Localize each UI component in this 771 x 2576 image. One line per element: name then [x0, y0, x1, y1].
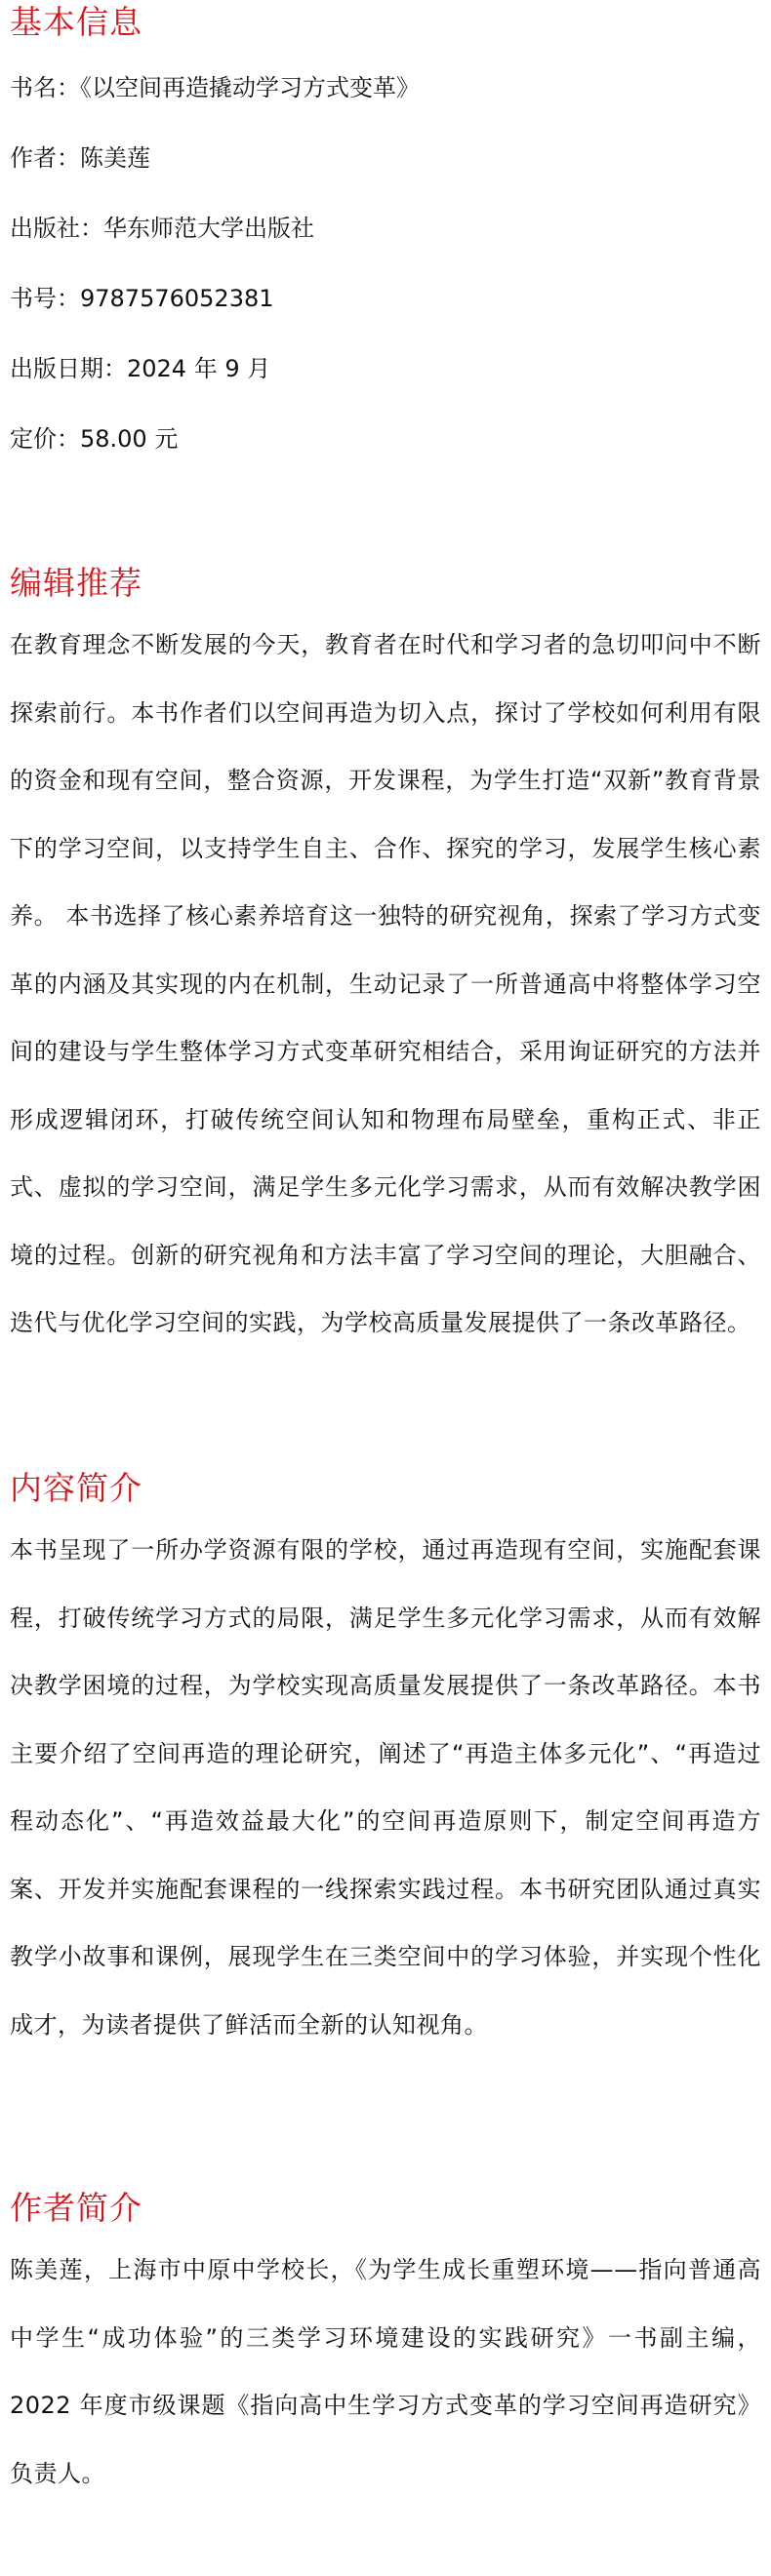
content-summary-section	[10, 1466, 761, 2059]
author-bio-section	[10, 2186, 761, 2508]
price-row: 定价：58.00 元	[10, 425, 179, 453]
publish-date-row: 出版日期：2024 年 9 月	[10, 355, 271, 382]
isbn-row: 书号：9787576052381	[10, 285, 274, 312]
basic-info-section	[10, 0, 761, 474]
editor-recommendation-text: 在教育理念不断发展的今天，教育者在时代和学习者的急切叩问中不断探索前行。本书作者们以空间再造为切入点，探讨了学校如何利用有限的资金和现有空间，整合资源，开发课程，为学生打造“双新”教育背景下的学习空间，以支持学生自主、合作、探究的学习，发展学生核心素养。 本书选择了核心素养培育这一独特的研究视角，探索了学习方式变革的内涵及其实现的内在机制，生动记录了一所普通高中将整体学习空间的建设与学生整体学习方式变革研究相结合，采用询证研究的方法并形成逻辑闭环，打破传统空间认知和物理布局壁垒，重构正式、非正式、虚拟的学习空间，满足学生多元化学习需求，从而有效解决教学困境的过程。创新的研究视角和方法丰富了学习空间的理论，大胆融合、迭代与优化学习空间的实践，为学校高质量发展提供了一条改革路径。	[10, 631, 761, 1336]
author-bio-heading: 作者简介	[10, 2189, 142, 2227]
author-row: 作者：陈美莲	[10, 144, 150, 172]
basic-info-heading: 基本信息	[10, 3, 142, 41]
author-bio-text: 陈美莲，上海市中原中学校长，《为学生成长重塑环境——指向普通高中学生“成功体验”的三类学习环境建设的实践研究》一书副主编，2022 年度市级课题《指向高中生学习方式变革的学习空间再造研究》负责人。	[10, 2256, 761, 2487]
editor-recommendation-section	[10, 561, 761, 1358]
content-summary-heading: 内容简介	[10, 1469, 142, 1507]
publisher-row: 出版社：华东师范大学出版社	[10, 215, 314, 242]
book-title-row: 书名：《以空间再造撬动学习方式变革》	[10, 74, 420, 101]
content-summary-text: 本书呈现了一所办学资源有限的学校，通过再造现有空间，实施配套课程，打破传统学习方式的局限，满足学生多元化学习需求，从而有效解决教学困境的过程，为学校实现高质量发展提供了一条改革路径。本书主要介绍了空间再造的理论研究，阐述了“再造主体多元化”、“再造过程动态化”、“再造效益最大化”的空间再造原则下，制定空间再造方案、开发并实施配套课程的一线探索实践过程。本书研究团队通过真实教学小故事和课例，展现学生在三类空间中的学习体验，并实现个性化成才，为读者提供了鲜活而全新的认知视角。	[10, 1536, 761, 2039]
editor-recommendation-heading: 编辑推荐	[10, 564, 142, 602]
